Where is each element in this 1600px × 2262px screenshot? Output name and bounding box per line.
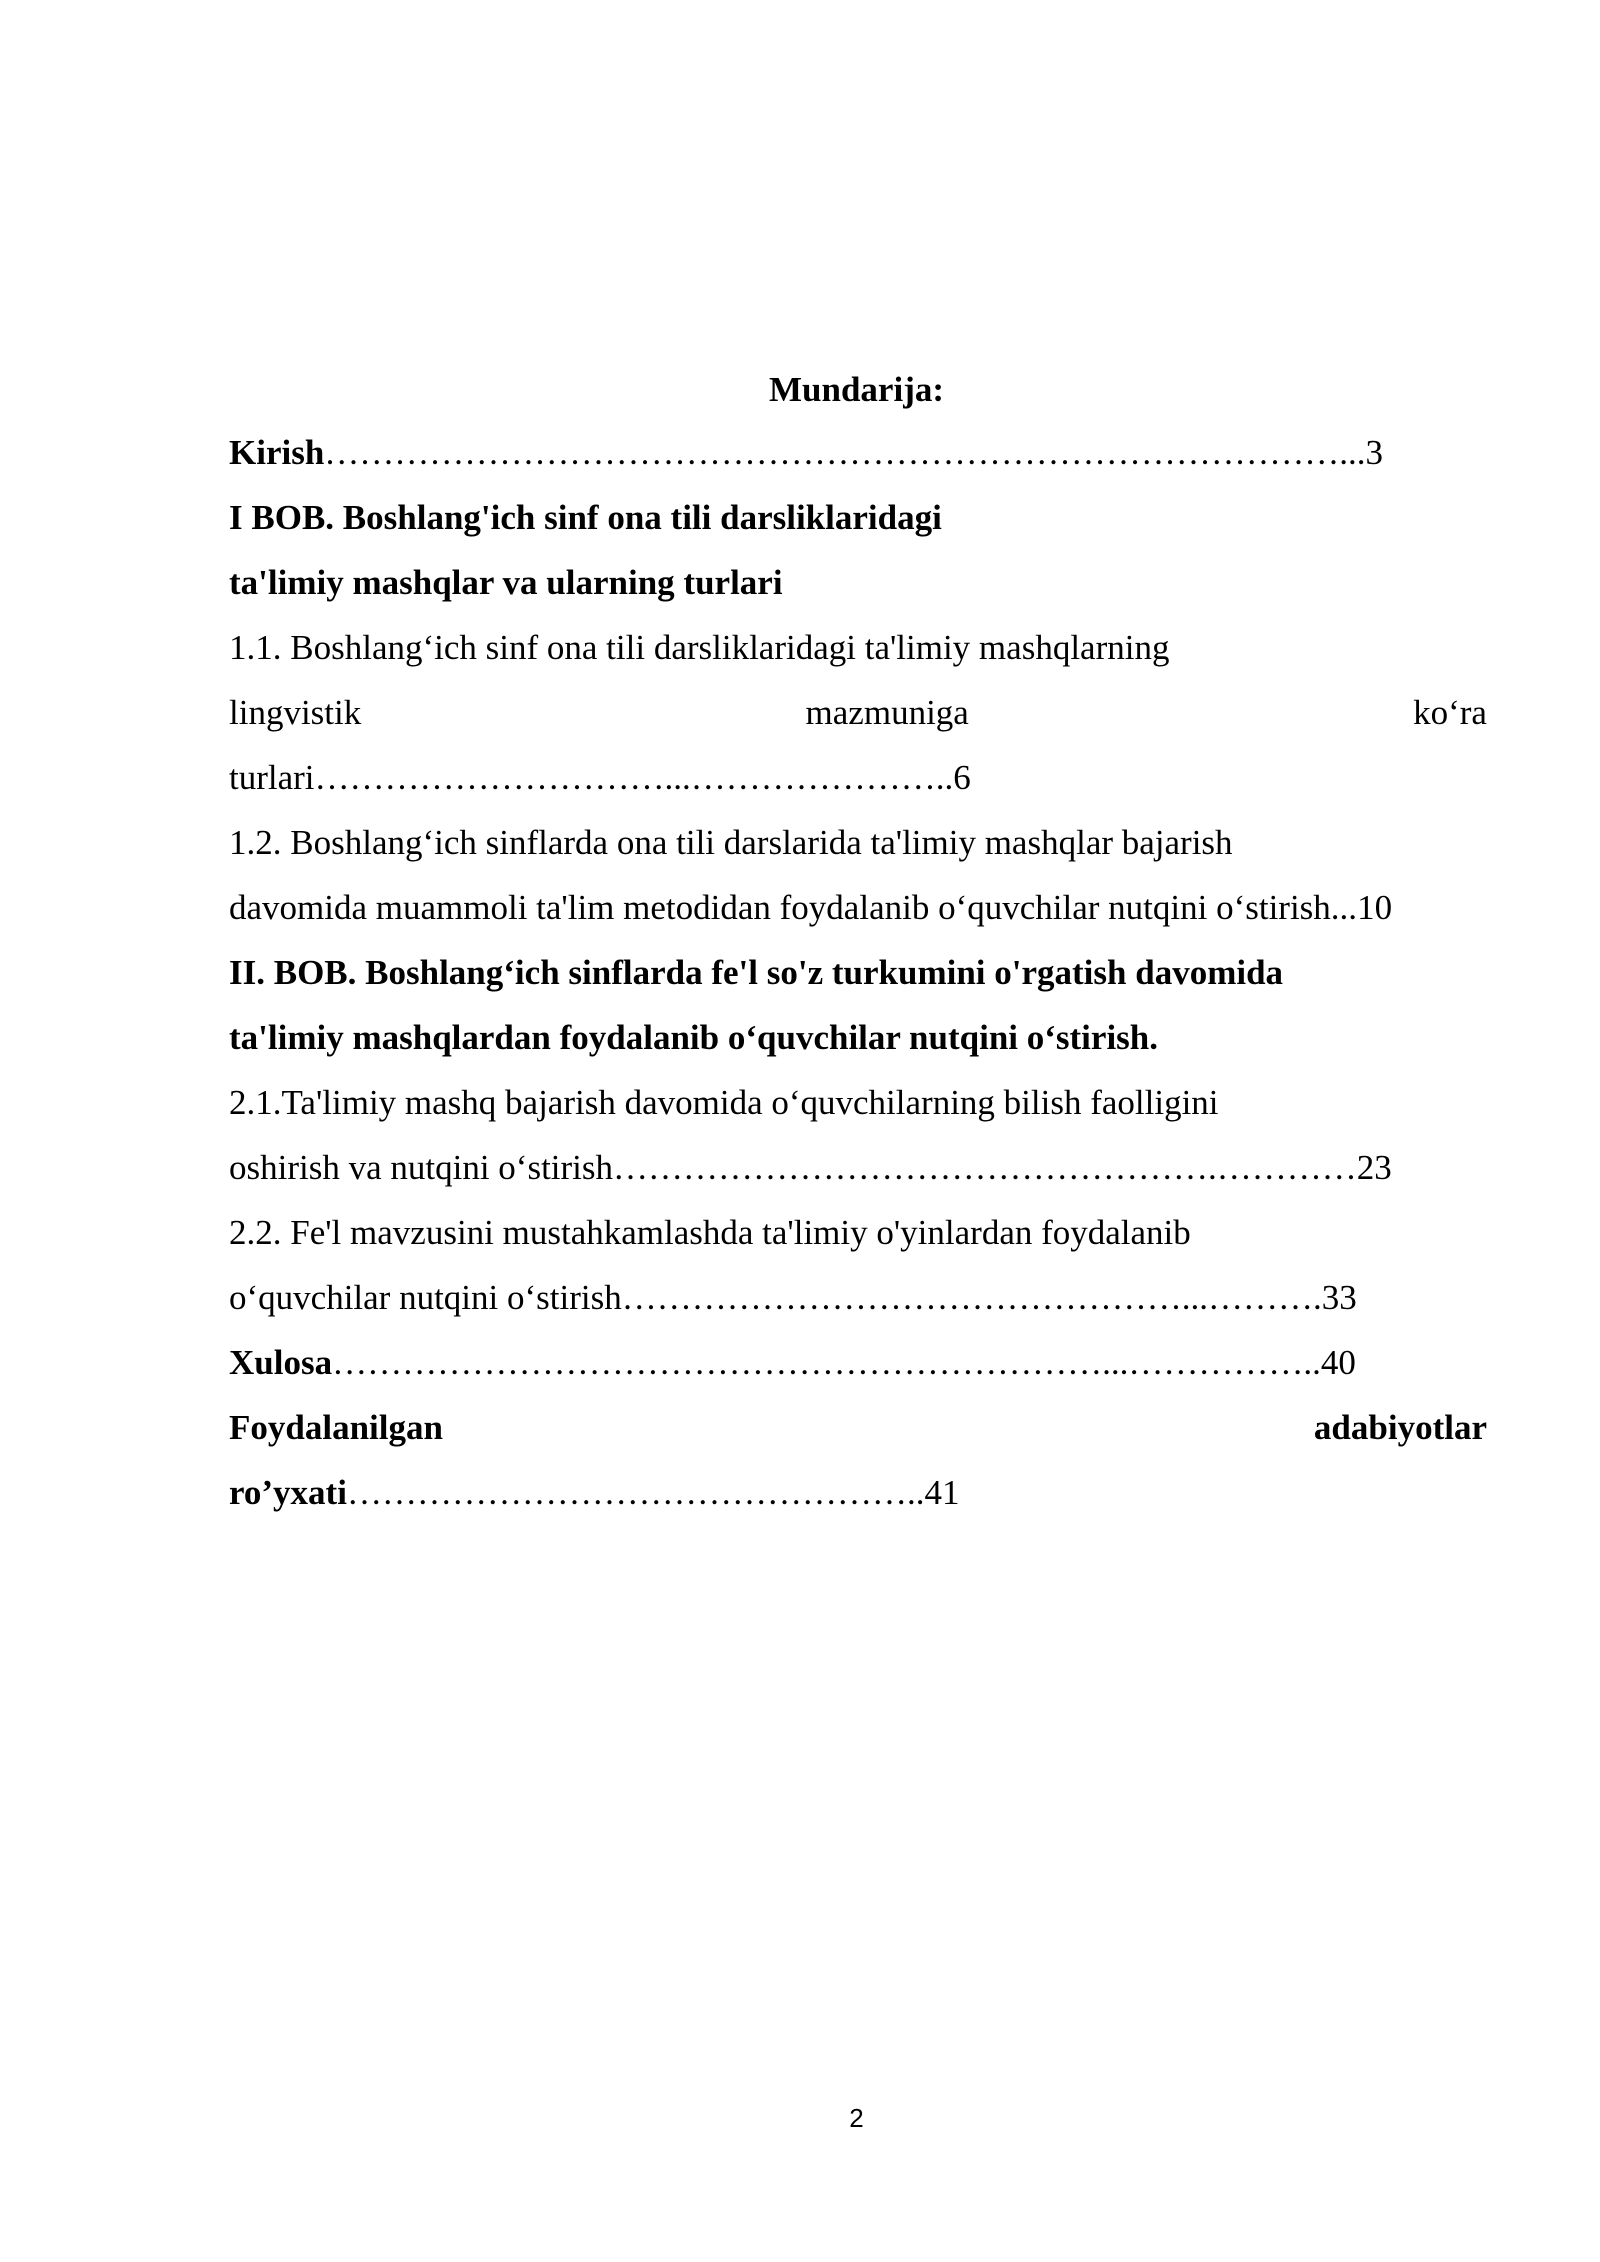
- toc-word: ko‘ra: [1413, 693, 1487, 732]
- toc-word: mazmuniga: [805, 693, 969, 732]
- toc-page-number: 6: [953, 758, 971, 797]
- toc-section-1-1-line-3: [229, 745, 1487, 810]
- toc-section-2-1-line-1: 2.1.Ta'limiy mashq bajarish davomida o‘quvchilarning bilish faolligini: [229, 1083, 1219, 1122]
- toc-section-1-2-line-2: [229, 875, 1487, 940]
- toc-page-number: 3: [1365, 433, 1384, 472]
- toc-page-number: 33: [1321, 1278, 1357, 1317]
- toc-entry-kirish: [229, 420, 1487, 485]
- toc-chapter-2-title: II. BOB. Boshlang‘ich sinflarda fe'l so'z turkumini o'rgatish davomida: [229, 953, 1284, 992]
- toc-section-1-1-line-1: 1.1. Boshlang‘ich sinf ona tili darsliklaridagi ta'limiy mashqlarning: [229, 628, 1170, 667]
- toc-leader: …………………………………………………………...……………..: [332, 1343, 1321, 1382]
- toc-word: Foydalanilgan: [229, 1408, 443, 1447]
- table-of-contents: [229, 420, 1487, 1525]
- toc-label: o‘quvchilar nutqini o‘stirish: [229, 1278, 622, 1317]
- toc-page-number: 41: [924, 1473, 960, 1512]
- toc-leader: …………………………………………….…………: [613, 1148, 1357, 1187]
- toc-label: ro’yxati: [229, 1473, 347, 1512]
- toc-section-2-2-line-2: [229, 1265, 1487, 1330]
- toc-entry-xulosa: [229, 1330, 1487, 1395]
- toc-leader: …………………………...…………………..: [314, 758, 954, 797]
- toc-page-number: 23: [1356, 1148, 1392, 1187]
- toc-page-number: 40: [1320, 1343, 1356, 1382]
- toc-label: oshirish va nutqini o‘stirish: [229, 1148, 614, 1187]
- toc-label: turlari: [229, 758, 315, 797]
- toc-leader: ……………………………………………………………………………...: [324, 433, 1366, 472]
- toc-section-2-2-line-1: 2.2. Fe'l mavzusini mustahkamlashda ta'limiy o'yinlardan foydalanib: [229, 1213, 1191, 1252]
- toc-chapter-2-title-cont: ta'limiy mashqlardan foydalanib o‘quvchilar nutqini o‘stirish.: [229, 1018, 1159, 1057]
- toc-section-1-2-line-1: 1.2. Boshlang‘ich sinflarda ona tili darslarida ta'limiy mashqlar bajarish: [229, 823, 1233, 862]
- page-number: 2: [849, 2103, 864, 2133]
- toc-label: Kirish: [229, 433, 325, 472]
- toc-word: lingvistik: [229, 693, 362, 732]
- toc-leader: …………………………………………...……….: [621, 1278, 1322, 1317]
- toc-section-1-1-line-2: [229, 680, 1487, 745]
- toc-label: davomida muammoli ta'lim metodidan foydalanib o‘quvchilar nutqini o‘stirish...: [229, 888, 1358, 927]
- toc-chapter-1-title-cont: ta'limiy mashqlar va ularning turlari: [229, 563, 783, 602]
- toc-label: Xulosa: [229, 1343, 333, 1382]
- toc-word: adabiyotlar: [1313, 1408, 1487, 1447]
- toc-section-2-1-line-2: [229, 1135, 1487, 1200]
- toc-entry-references-line-1: [229, 1395, 1487, 1460]
- page-title: Mundarija:: [769, 370, 944, 409]
- toc-leader: …………………………………………..: [346, 1473, 925, 1512]
- toc-page-number: 10: [1357, 888, 1393, 927]
- toc-chapter-1-title: I BOB. Boshlang'ich sinf ona tili darsliklaridagi: [229, 498, 942, 537]
- toc-entry-references-line-2: [229, 1460, 1487, 1525]
